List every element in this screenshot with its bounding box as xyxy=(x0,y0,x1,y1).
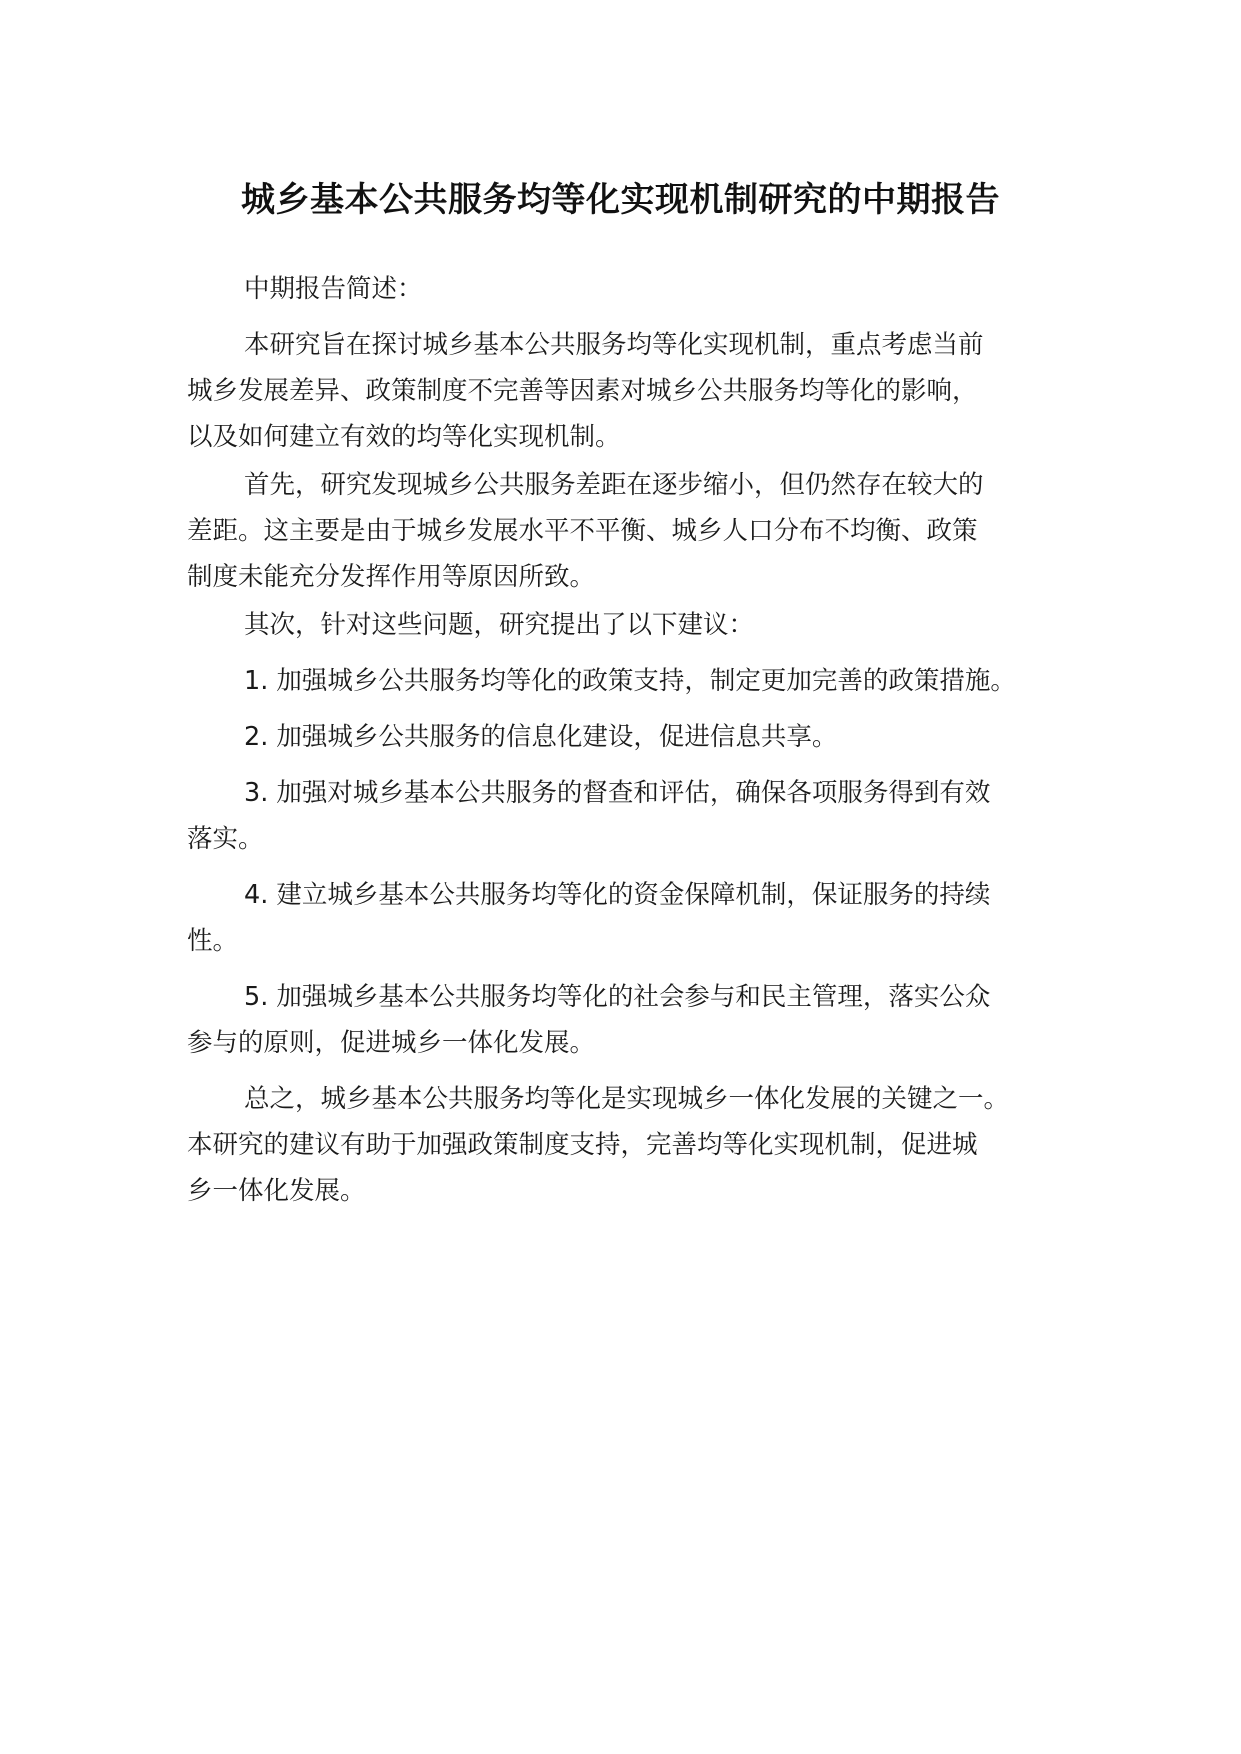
suggestion-item-3 xyxy=(187,770,1067,862)
paragraph-line: 总之，城乡基本公共服务均等化是实现城乡一体化发展的关键之一。 xyxy=(244,1084,1010,1114)
paragraph-line: 首先，研究发现城乡公共服务差距在逐步缩小，但仍然存在较大的 xyxy=(244,470,984,500)
document-title: 城乡基本公共服务均等化实现机制研究的中期报告 xyxy=(241,180,1000,220)
suggestion-item-5 xyxy=(187,974,1067,1066)
paragraph-conclusion xyxy=(187,1076,1067,1214)
suggestion-item-1 xyxy=(187,658,1067,704)
paragraph-suggestions-intro xyxy=(187,602,1067,648)
paragraph-line: 3. 加强对城乡基本公共服务的督查和评估，确保各项服务得到有效 xyxy=(244,778,991,808)
paragraph-study-aim xyxy=(187,322,1067,460)
paragraph-line: 2. 加强城乡公共服务的信息化建设，促进信息共享。 xyxy=(244,722,838,752)
paragraph-intro-heading xyxy=(187,266,1067,312)
paragraph-line: 落实。 xyxy=(187,824,264,854)
paragraph-line: 中期报告简述： xyxy=(244,274,423,304)
paragraph-line: 1. 加强城乡公共服务均等化的政策支持，制定更加完善的政策措施。 xyxy=(244,666,1016,696)
paragraph-line: 本研究旨在探讨城乡基本公共服务均等化实现机制，重点考虑当前 xyxy=(244,330,984,360)
paragraph-line: 5. 加强城乡基本公共服务均等化的社会参与和民主管理，落实公众 xyxy=(244,982,991,1012)
paragraph-line: 4. 建立城乡基本公共服务均等化的资金保障机制，保证服务的持续 xyxy=(244,880,991,910)
paragraph-line: 制度未能充分发挥作用等原因所致。 xyxy=(187,562,596,592)
paragraph-line: 差距。这主要是由于城乡发展水平不平衡、城乡人口分布不均衡、政策 xyxy=(187,516,978,546)
paragraph-findings xyxy=(187,462,1067,600)
suggestion-item-2 xyxy=(187,714,1067,760)
suggestion-item-4 xyxy=(187,872,1067,964)
paragraph-line: 其次，针对这些问题，研究提出了以下建议： xyxy=(244,610,755,640)
paragraph-line: 性。 xyxy=(187,926,239,956)
paragraph-line: 城乡发展差异、政策制度不完善等因素对城乡公共服务均等化的影响， xyxy=(187,376,978,406)
paragraph-line: 乡一体化发展。 xyxy=(187,1176,366,1206)
paragraph-line: 以及如何建立有效的均等化实现机制。 xyxy=(187,422,621,452)
paragraph-line: 参与的原则，促进城乡一体化发展。 xyxy=(187,1028,596,1058)
paragraph-line: 本研究的建议有助于加强政策制度支持，完善均等化实现机制，促进城 xyxy=(187,1130,978,1160)
